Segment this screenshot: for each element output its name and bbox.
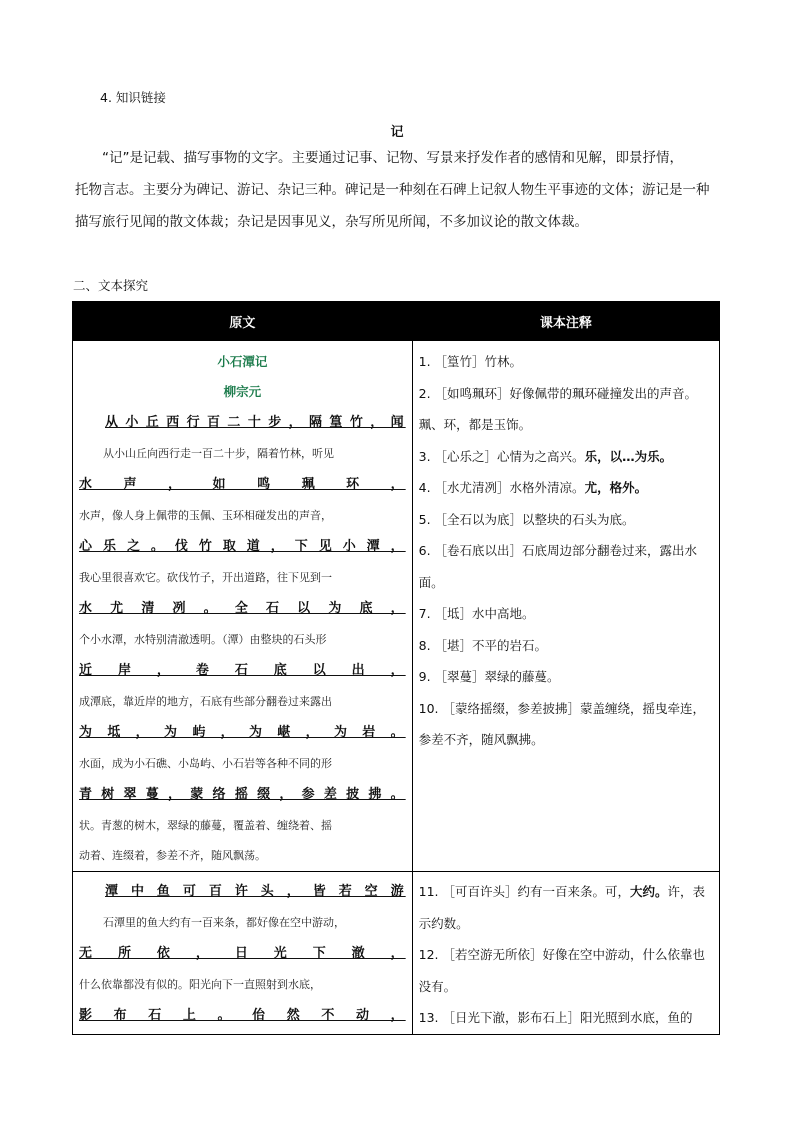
column-header-original: 原文: [73, 302, 413, 341]
knowledge-paragraph-line1: “记”是记载、描写事物的文字。主要通过记事、记物、写景来抒发作者的感情和见解，即景抒情，: [102, 150, 683, 166]
translation-line: 水声，像人身上佩带的玉佩、玉环相碰发出的声音，: [79, 509, 332, 522]
original-text-line: 青树翠蔓，蒙络摇缀，参差披拂。: [79, 787, 406, 802]
note-text: 8. ［堪］不平的岩石。: [418, 637, 548, 653]
original-text-line: 水尤清冽。全石以为底，: [79, 601, 406, 616]
note-text: 2. ［如鸣珮环］好像佩带的珮环碰撞发出的声音。珮、环，都是玉饰。: [418, 385, 698, 432]
note-text: 9. ［翠蔓］翠绿的藤蔓。: [418, 669, 560, 684]
note-text: 12. ［若空游无所依］好像在空中游动，什么依靠也没有。: [418, 947, 706, 994]
note-item: [413, 535, 719, 598]
text-title: 小石潭记: [217, 354, 268, 369]
translation-line: 我心里很喜欢它。砍伐竹子，开出道路，往下见到一: [79, 571, 332, 584]
note-item: [413, 441, 719, 473]
note-emphasis: 大约。: [630, 884, 668, 899]
original-text-line: 无所依，日光下澈，: [79, 946, 406, 961]
notes-cell: [412, 341, 719, 872]
note-text: 1. ［篁竹］竹林。: [418, 354, 523, 369]
translation-line: 水面，成为小石礁、小岛屿、小石岩等各种不同的形: [79, 757, 332, 770]
original-text-line: 水声，如鸣珮环，: [79, 477, 406, 492]
original-text-line: 心乐之。伐竹取道，下见小潭，: [79, 539, 406, 554]
note-item: [413, 1002, 719, 1034]
text-author: 柳宗元: [223, 384, 262, 399]
translation-line: 状。青葱的树木，翠绿的藤蔓，覆盖着、缠绕着、摇: [79, 819, 332, 832]
note-emphasis: 乐，以…为乐。: [584, 448, 673, 464]
original-cell: [73, 341, 413, 872]
original-text-line: 影布石上。佁然不动，: [79, 1008, 406, 1023]
note-item: [413, 378, 719, 441]
note-text: 13. ［日光下澈，影布石上］阳光照到水底，鱼的: [418, 1010, 693, 1025]
original-text-line: 为坻，为屿，为嵁，为岩。: [79, 725, 406, 740]
note-item: [413, 661, 719, 693]
note-item: [413, 346, 719, 378]
translation-line: 从小山丘向西行走一百二十步，隔着竹林，听见: [103, 447, 334, 460]
note-item: [413, 630, 719, 662]
original-text-line: 潭中鱼可百许头，皆若空游: [105, 884, 406, 899]
note-text: 7. ［坻］水中高地。: [418, 606, 535, 621]
note-item: [413, 939, 719, 1002]
section-heading-text: 二、文本探究: [73, 278, 149, 293]
translation-line: 动着、连缀着，参差不齐，随风飘荡。: [79, 849, 266, 862]
translation-line: 石潭里的鱼大约有一百来条，都好像在空中游动，: [103, 916, 345, 929]
notes-cell: [412, 872, 719, 1035]
note-text-tail: 许，表示约数。: [418, 884, 706, 931]
section-heading-knowledge: 4. 知识链接: [100, 90, 166, 105]
notes-list: [413, 876, 719, 1034]
original-lines: [73, 407, 412, 871]
table-row: [73, 341, 720, 872]
note-emphasis: 尤，格外。: [584, 480, 648, 495]
study-table: [72, 301, 720, 1035]
note-item: [413, 472, 719, 504]
note-item: [413, 598, 719, 630]
original-text-line: 从小丘西行百二十步，隔篁竹，闻: [105, 415, 406, 430]
translation-line: 什么依靠都没有似的。阳光向下一直照射到水底，: [79, 978, 321, 991]
note-text: 11. ［可百许头］约有一百来条。可，: [418, 884, 631, 899]
note-text: 4. ［水尤清冽］水格外清凉。: [418, 480, 585, 495]
notes-list: [413, 346, 719, 756]
original-lines: [73, 876, 412, 1032]
note-text: 6. ［卷石底以出］石底周边部分翻卷过来，露出水面。: [418, 543, 698, 590]
knowledge-paragraph-rest: 托物言志。主要分为碑记、游记、杂记三种。碑记是一种刻在石碑上记叙人物生平事迹的文体；游记是一种描写旅行见闻的散文体裁；杂记是因事见义，杂写所见所闻，不多加议论的散文体裁。: [75, 182, 710, 230]
note-item: [413, 693, 719, 756]
original-cell: [73, 872, 413, 1035]
original-text-line: 近岸，卷石底以出，: [79, 663, 406, 678]
table-row: [73, 872, 720, 1035]
column-header-notes: 课本注释: [412, 302, 719, 341]
translation-line: 个小水潭，水特别清澈透明。（潭）由整块的石头形: [79, 633, 327, 646]
knowledge-title: 记: [390, 125, 404, 140]
note-item: [413, 504, 719, 536]
note-text: 3. ［心乐之］心情为之高兴。: [418, 448, 585, 464]
note-text: 10. ［蒙络摇缀，参差披拂］蒙盖缠绕，摇曳牵连，参差不齐，随风飘拂。: [418, 700, 706, 747]
note-text: 5. ［全石以为底］以整块的石头为底。: [418, 511, 635, 527]
note-item: [413, 876, 719, 939]
translation-line: 成潭底，靠近岸的地方，石底有些部分翻卷过来露出: [79, 695, 332, 708]
